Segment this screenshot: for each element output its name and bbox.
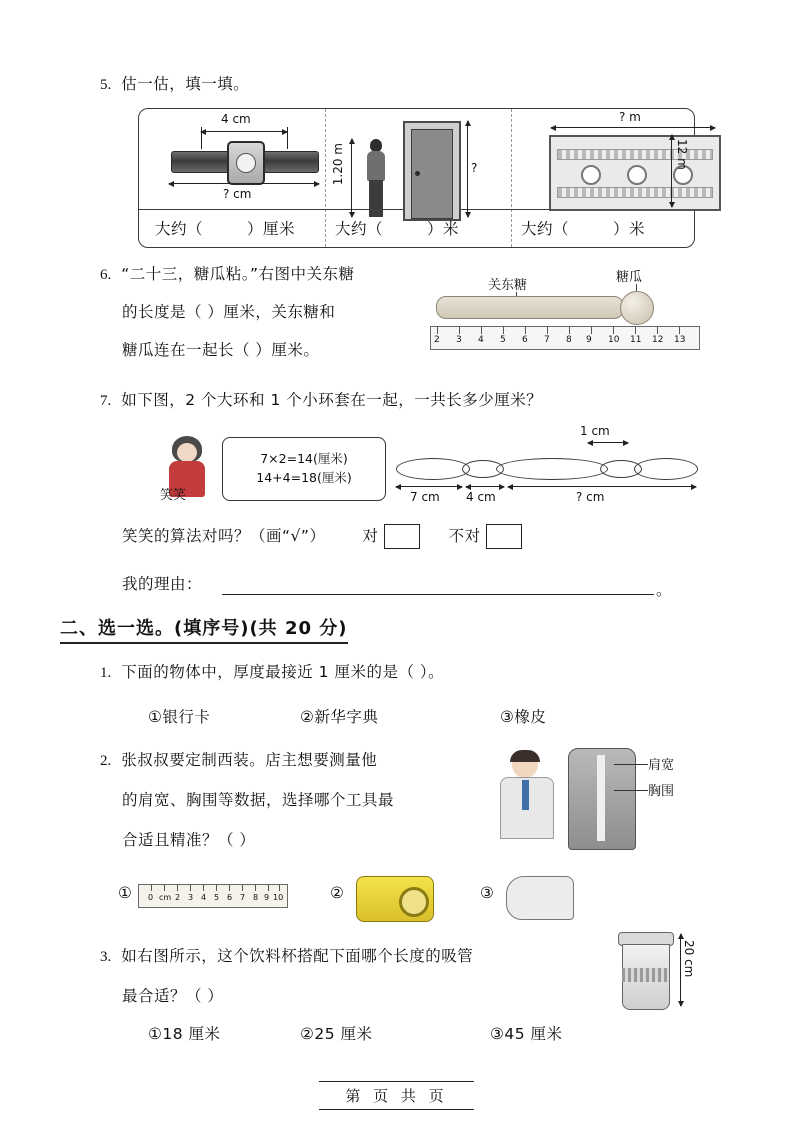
person-height-label: 1.20 m <box>331 143 345 186</box>
ring-arrow-1 <box>396 486 462 487</box>
page-footer <box>0 1081 793 1110</box>
q6-bar-label: 关东糖 <box>488 278 528 293</box>
door-height-arrow <box>467 121 468 217</box>
q5-prompt: 估一估，填一填。 <box>121 75 250 93</box>
ruler-tick-9: 11 <box>630 335 642 345</box>
p2q2-option-mark-1[interactable]: ① <box>118 884 133 902</box>
q5-answer-3 <box>521 217 645 239</box>
cup-height-arrow <box>680 934 681 1006</box>
watch-top-label: 4 cm <box>221 112 251 126</box>
q7-check-row <box>122 524 522 549</box>
option-ruler-tick-6: 6 <box>227 893 233 902</box>
watch-bottom-label: ? cm <box>223 187 252 201</box>
page-number-label: 第 页 共 页 <box>319 1081 473 1110</box>
option-ruler <box>138 884 288 908</box>
q5-answer-2-prefix: 大约（ <box>335 220 384 238</box>
door-panel <box>325 109 511 209</box>
shoulder-leader <box>614 764 648 765</box>
q5-figure <box>138 108 695 248</box>
watch-tick-b <box>287 127 288 149</box>
q7-calc-line-1: 7×2=14(厘米) <box>260 451 348 467</box>
question-5 <box>100 72 249 94</box>
candy-ball <box>620 291 654 325</box>
watch-top-arrow <box>201 131 287 132</box>
option-ruler-tick-10: 10 <box>273 893 284 902</box>
q7-calc-line-2: 14+4=18(厘米) <box>256 470 352 485</box>
q7-option-right-box[interactable] <box>384 524 420 549</box>
ruler-tick-3: 5 <box>500 335 506 345</box>
p2q2-line-1: 张叔叔要定制西装。店主想要测量他 <box>121 751 378 769</box>
q7-option-wrong-box[interactable] <box>486 524 522 549</box>
man-tie <box>522 780 529 810</box>
cup-height-label: 20 cm <box>682 940 696 978</box>
ring-label-1: 7 cm <box>410 490 440 504</box>
p2q3-option-3[interactable]: ③45 厘米 <box>490 1025 563 1043</box>
q6-figure <box>430 270 698 362</box>
p2q3-option-1[interactable]: ①18 厘米 <box>148 1025 221 1043</box>
p2q2-number: 2. <box>100 753 112 769</box>
section-2-title: 二、选一选。(填序号)(共 20 分) <box>60 614 348 644</box>
q7-number: 7. <box>100 393 112 409</box>
p2q2-line-2: 的肩宽、胸围等数据，选择哪个工具最 <box>122 791 395 809</box>
part2-question-3 <box>100 944 473 966</box>
big-ring-1 <box>396 458 470 480</box>
girl-name-label: 笑笑 <box>160 488 187 503</box>
pool-panel <box>511 109 696 209</box>
big-ring-2 <box>496 458 608 480</box>
ruler-tick-6: 8 <box>566 335 572 345</box>
p2q3-line-1: 如右图所示，这个饮料杯搭配下面哪个长度的吸管 <box>121 947 474 965</box>
small-ring-arrow <box>588 442 628 443</box>
pool-marker-1 <box>581 165 601 185</box>
option-ruler-tick-8: 8 <box>253 893 259 902</box>
person-figure <box>361 139 391 217</box>
p2q1-option-1[interactable]: ①银行卡 <box>148 708 211 726</box>
q5-answer-2-suffix: ）米 <box>427 220 460 238</box>
person-height-arrow <box>351 139 352 217</box>
q5-answer-3-prefix: 大约（ <box>521 220 570 238</box>
man-hair <box>510 750 540 762</box>
ruler-tick-5: 7 <box>544 335 550 345</box>
p2q3-number: 3. <box>100 949 112 965</box>
p2q1-number: 1. <box>100 665 112 681</box>
candy-bar <box>436 296 624 319</box>
p2q2-option-mark-3[interactable]: ③ <box>480 884 495 902</box>
pool-top-arrow <box>551 127 715 128</box>
callout-shoulder: 肩宽 <box>648 758 675 773</box>
ruler-tick-10: 12 <box>652 335 664 345</box>
drink-cup-illustration <box>618 932 672 1008</box>
option-ruler-tick-9: 9 <box>264 893 270 902</box>
ring-arrow-3 <box>508 486 696 487</box>
person-body <box>367 151 385 181</box>
pool-figure <box>549 135 721 211</box>
q6-ball-label: 糖瓜 <box>616 270 643 285</box>
watch-bottom-arrow <box>169 183 319 184</box>
watch-panel <box>139 109 325 209</box>
p2q3-option-2[interactable]: ②25 厘米 <box>300 1025 373 1043</box>
option-ruler-tick-4: 4 <box>201 893 207 902</box>
q6-line-1: “二十三，糖瓜粘。”右图中关东糖 <box>121 265 355 283</box>
hand-span-illustration <box>506 876 574 920</box>
q7-option-wrong-label: 不对 <box>448 527 481 545</box>
p2q2-option-mark-2[interactable]: ② <box>330 884 345 902</box>
pool-top-label: ? m <box>619 110 641 124</box>
q7-check-prompt: 笑笑的算法对吗？（画“√”） <box>122 527 326 545</box>
question-6 <box>100 262 355 284</box>
ruler-tick-2: 4 <box>478 335 484 345</box>
p2q1-option-3[interactable]: ③橡皮 <box>500 708 547 726</box>
ring-label-2: 4 cm <box>466 490 496 504</box>
p2q1-prompt: 下面的物体中，厚度最接近 1 厘米的是（ ）。 <box>121 663 445 681</box>
ring-arrow-2 <box>466 486 504 487</box>
q7-reason-label: 我的理由： <box>122 575 203 593</box>
ruler-tick-0: 2 <box>434 335 440 345</box>
option-ruler-unit: cm <box>159 893 172 902</box>
option-ruler-tick-0: 0 <box>148 893 154 902</box>
p2q1-option-2[interactable]: ②新华字典 <box>300 708 379 726</box>
callout-chest: 胸围 <box>648 784 675 799</box>
ring-label-3: ? cm <box>576 490 605 504</box>
girl-face <box>177 443 197 462</box>
q5-number: 5. <box>100 77 112 93</box>
watch-face <box>227 141 265 185</box>
part2-question-2 <box>100 748 377 770</box>
door-figure <box>403 121 461 221</box>
big-ring-3 <box>634 458 698 480</box>
question-7 <box>100 388 542 410</box>
pool-lane-2 <box>557 187 713 198</box>
q6-number: 6. <box>100 267 112 283</box>
p2q3-line-2: 最合适？（ ） <box>122 987 224 1005</box>
pool-side-arrow <box>671 135 672 207</box>
ruler-tick-4: 6 <box>522 335 528 345</box>
q5-answer-3-suffix: ）米 <box>613 220 646 238</box>
q5-answer-1 <box>155 217 295 239</box>
option-ruler-tick-5: 5 <box>214 893 220 902</box>
q7-reason-end: 。 <box>656 581 673 599</box>
ruler-tick-8: 10 <box>608 335 620 345</box>
p2q2-line-3: 合适且精准？（ ） <box>122 831 256 849</box>
door-knob <box>415 171 420 176</box>
q6-line-3: 糖瓜连在一起长（ ）厘米。 <box>122 341 320 359</box>
ruler-tick-1: 3 <box>456 335 462 345</box>
q7-option-right-label: 对 <box>362 527 379 545</box>
q5-answer-1-prefix: 大约（ <box>155 220 204 238</box>
chest-leader <box>614 790 648 791</box>
q6-line-2: 的长度是（ ）厘米，关东糖和 <box>122 303 336 321</box>
q5-answer-2 <box>335 217 459 239</box>
cup-band <box>622 968 668 982</box>
part2-question-1 <box>100 660 444 682</box>
q7-reason-line[interactable] <box>222 594 654 595</box>
watch-tick-a <box>201 127 202 149</box>
ruler <box>430 326 700 350</box>
ruler-tick-11: 13 <box>674 335 686 345</box>
man-illustration <box>492 750 560 846</box>
q7-rings-figure <box>396 424 696 504</box>
small-ring-label: 1 cm <box>580 424 610 438</box>
q5-answer-1-suffix: ）厘米 <box>247 220 296 238</box>
q7-prompt: 如下图，2 个大环和 1 个小环套在一起，一共长多少厘米？ <box>121 391 543 409</box>
person-legs <box>369 180 383 217</box>
tape-measure-illustration <box>356 876 434 922</box>
ruler-tick-7: 9 <box>586 335 592 345</box>
pool-lane-1 <box>557 149 713 160</box>
pool-side-label: 12 m <box>675 139 689 170</box>
q7-calculation-box <box>222 437 386 501</box>
option-ruler-tick-7: 7 <box>240 893 246 902</box>
option-ruler-tick-3: 3 <box>188 893 194 902</box>
pool-marker-2 <box>627 165 647 185</box>
door-height-label: ? <box>471 161 478 175</box>
option-ruler-tick-2: 2 <box>175 893 181 902</box>
